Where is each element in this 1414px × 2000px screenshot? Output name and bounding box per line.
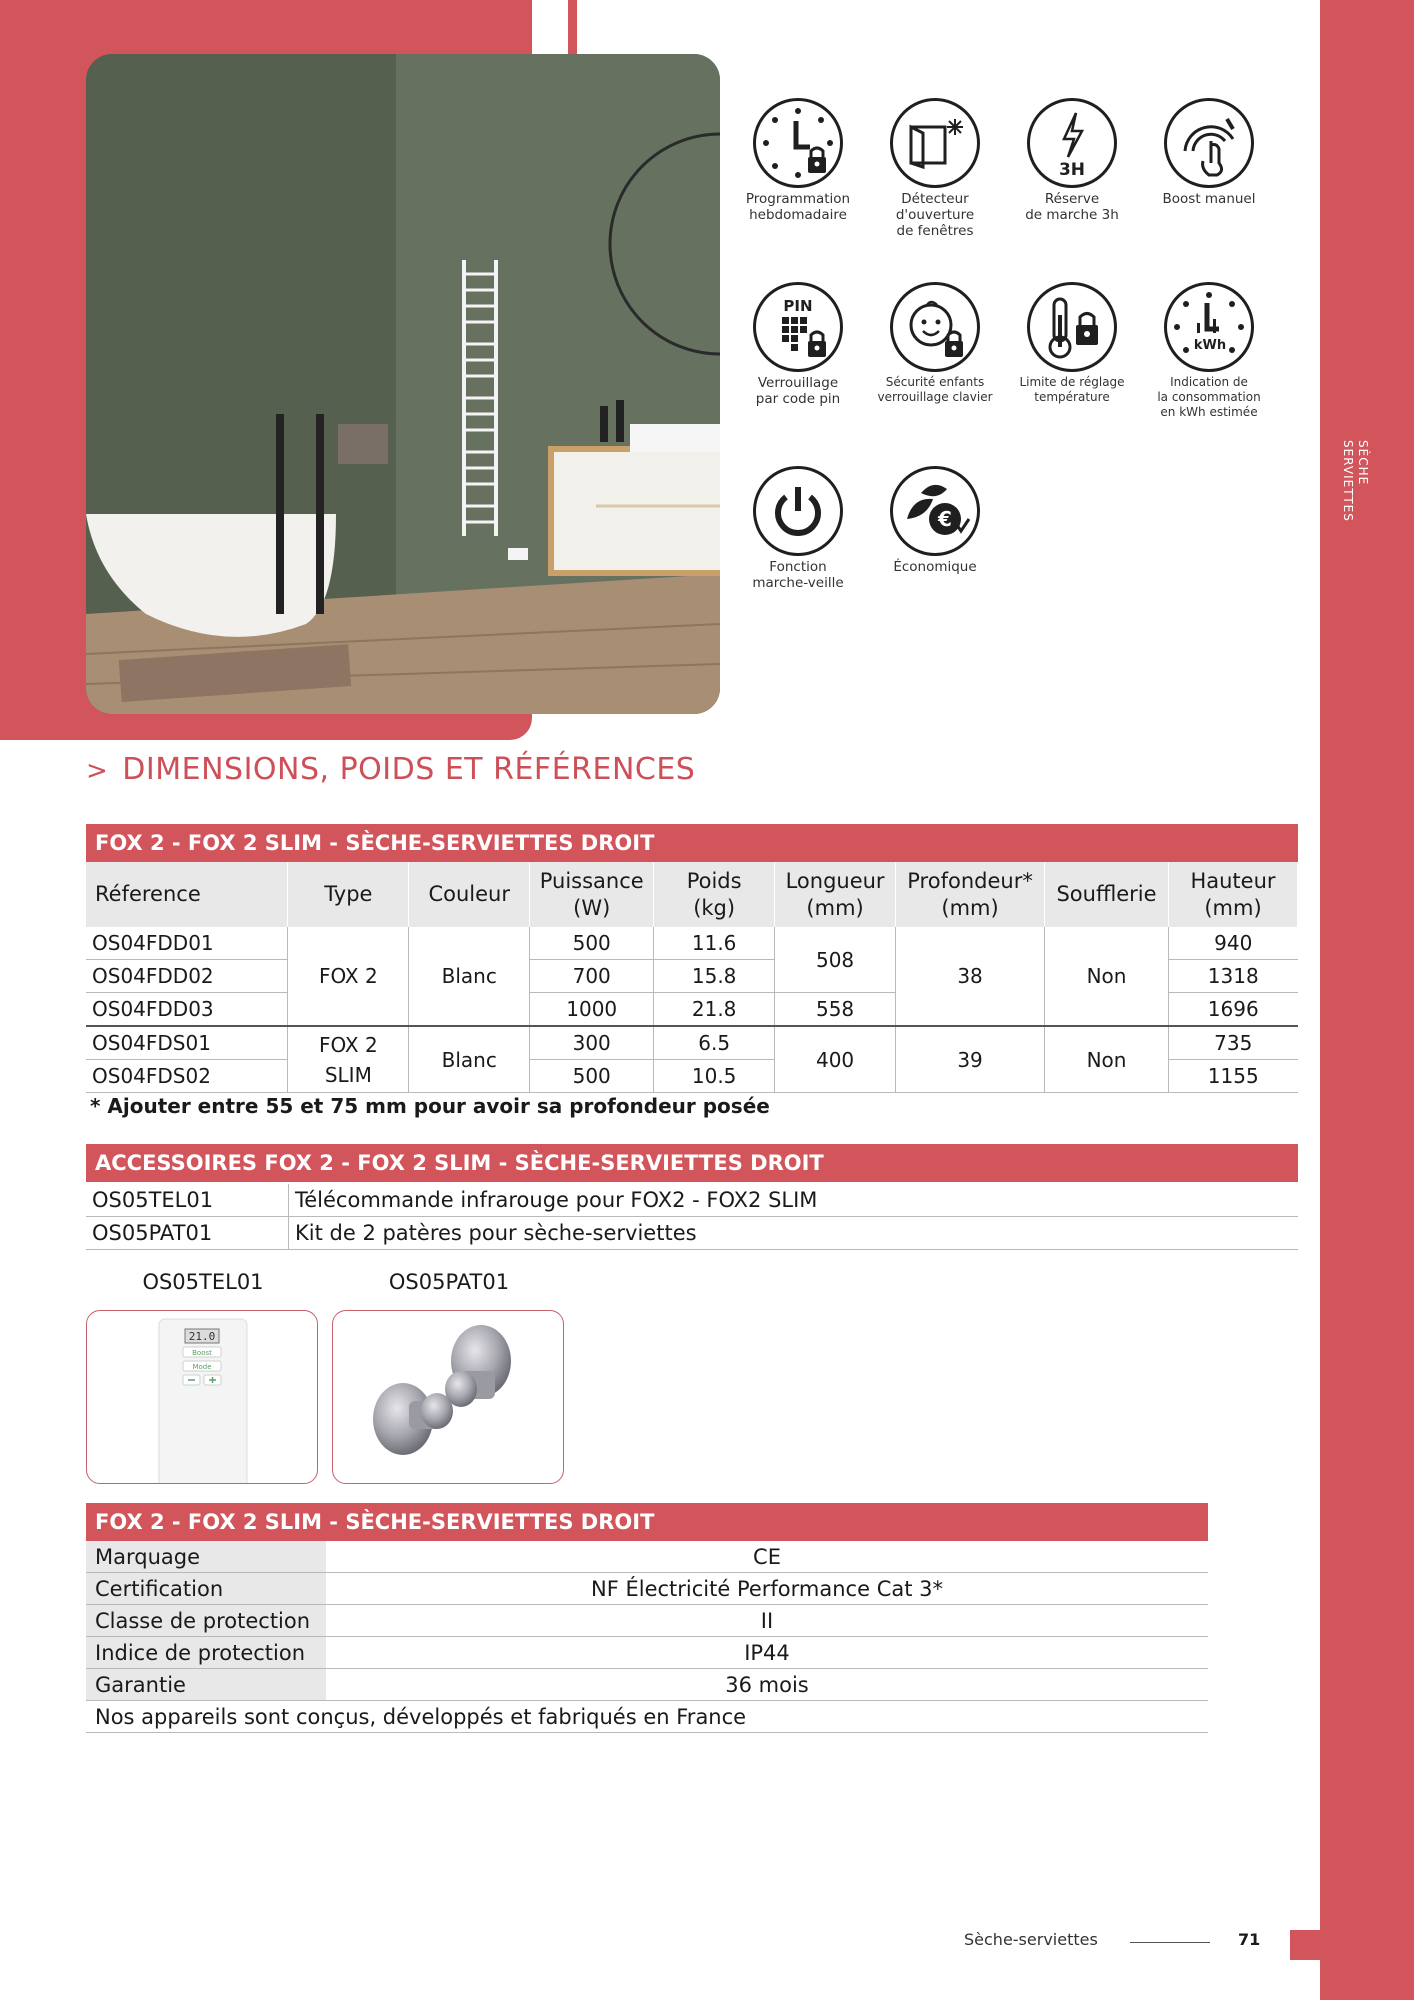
badge-euro: € <box>938 507 952 531</box>
cell-reference: OS04FDD02 <box>86 960 288 993</box>
cell-accessory-code: OS05TEL01 <box>86 1184 289 1217</box>
feature-label: Détecteur d'ouverture de fenêtres <box>895 191 975 239</box>
header-reference: Réference <box>86 862 288 927</box>
accessory-caption: OS05TEL01 <box>142 1270 264 1294</box>
side-tab-label: SÈCHE SERVIETTES <box>1341 440 1370 522</box>
made-in-france-note: Nos appareils sont conçus, développés et fabriqués en France <box>86 1701 1208 1733</box>
clock-kwh-icon <box>1164 282 1254 372</box>
feature-label: Sécurité enfants verrouillage clavier <box>877 375 993 404</box>
chevron-right-icon: > <box>86 756 109 786</box>
cell-power: 500 <box>530 927 654 960</box>
bathroom-photo <box>86 54 720 714</box>
badge-3h: 3H <box>1058 160 1086 180</box>
cell-blower: Non <box>1045 927 1169 1026</box>
cell-height: 1696 <box>1169 993 1298 1027</box>
feature-label: Réserve de marche 3h <box>1025 191 1119 223</box>
section-heading-text: DIMENSIONS, POIDS ET RÉFÉRENCES <box>122 752 696 787</box>
cell-power: 1000 <box>530 993 654 1027</box>
cell-power: 700 <box>530 960 654 993</box>
table-row <box>86 927 1298 960</box>
remote-control-image <box>86 1310 318 1484</box>
table-row <box>86 1637 1208 1669</box>
feature-temperature-limit <box>1007 282 1137 405</box>
touch-hand-icon <box>1164 98 1254 188</box>
footer-tab <box>1290 1930 1330 1960</box>
cell-type-line2: SLIM <box>324 1062 372 1087</box>
cell-depth: 38 <box>896 927 1045 1026</box>
child-face-lock-icon <box>890 282 980 372</box>
feature-label: Boost manuel <box>1162 191 1256 207</box>
cell-reference: OS04FDD03 <box>86 993 288 1027</box>
cell-type <box>288 1026 409 1093</box>
badge-kwh: kWh <box>1193 338 1227 353</box>
thermometer-lock-icon <box>1027 282 1117 372</box>
header-depth: Profondeur* (mm) <box>896 862 1045 927</box>
table-row <box>86 1217 1298 1250</box>
feature-manual-boost <box>1144 98 1274 207</box>
feature-label: Indication de la consommation en kWh estimée <box>1157 375 1261 419</box>
cell-accessory-desc: Kit de 2 patères pour sèche-serviettes <box>289 1217 1299 1250</box>
feature-economic <box>870 466 1000 575</box>
main-table-title: FOX 2 - FOX 2 SLIM - SÈCHE-SERVIETTES DROIT <box>86 824 1298 862</box>
pin-keypad-lock-icon <box>753 282 843 372</box>
table-row <box>86 1573 1208 1605</box>
cell-reference: OS04FDD01 <box>86 927 288 960</box>
spec-key: Marquage <box>86 1541 326 1573</box>
lightning-3h-icon <box>1027 98 1117 188</box>
feature-window-detector <box>870 98 1000 239</box>
cell-type: FOX 2 <box>288 927 409 1026</box>
header-weight: Poids (kg) <box>654 862 775 927</box>
header-color: Couleur <box>409 862 530 927</box>
header-blower: Soufflerie <box>1045 862 1169 927</box>
cell-power: 500 <box>530 1060 654 1093</box>
table-row <box>86 1026 1298 1060</box>
cell-weight: 10.5 <box>654 1060 775 1093</box>
cell-weight: 6.5 <box>654 1026 775 1060</box>
depth-footnote: * Ajouter entre 55 et 75 mm pour avoir sa profondeur posée <box>90 1094 770 1118</box>
spec-key: Certification <box>86 1573 326 1605</box>
cell-length: 508 <box>775 927 896 993</box>
cell-depth: 39 <box>896 1026 1045 1093</box>
remote-boost-label: Boost <box>192 1349 212 1357</box>
side-tab-band <box>1320 0 1414 2000</box>
section-heading <box>86 752 695 787</box>
cell-color: Blanc <box>409 1026 530 1093</box>
page-number: 71 <box>1238 1930 1261 1949</box>
decorative-red-strip <box>568 0 577 60</box>
badge-pin: PIN <box>783 297 813 315</box>
table-header-row <box>86 862 1298 927</box>
accessories-table <box>86 1184 1298 1250</box>
spec-value: 36 mois <box>326 1669 1208 1701</box>
accessories-table-title: ACCESSOIRES FOX 2 - FOX 2 SLIM - SÈCHE-SERVIETTES DROIT <box>86 1144 1298 1182</box>
remote-screen-value: 21.0 <box>188 1330 216 1343</box>
cell-weight: 21.8 <box>654 993 775 1027</box>
feature-3h-reserve <box>1007 98 1137 223</box>
spec-value: IP44 <box>326 1637 1208 1669</box>
feature-label: Fonction marche-veille <box>752 559 844 591</box>
footer-divider <box>1130 1942 1210 1943</box>
spec-value: II <box>326 1605 1208 1637</box>
table-row <box>86 1701 1208 1733</box>
cell-weight: 11.6 <box>654 927 775 960</box>
window-cold-icon <box>890 98 980 188</box>
cell-accessory-desc: Télécommande infrarouge pour FOX2 - FOX2 SLIM <box>289 1184 1299 1217</box>
cell-reference: OS04FDS01 <box>86 1026 288 1060</box>
cell-height: 1155 <box>1169 1060 1298 1093</box>
feature-label: Verrouillage par code pin <box>755 375 841 407</box>
feature-label: Économique <box>893 559 977 575</box>
cell-length: 558 <box>775 993 896 1027</box>
cell-length: 400 <box>775 1026 896 1093</box>
cell-blower: Non <box>1045 1026 1169 1093</box>
specs-table-title: FOX 2 - FOX 2 SLIM - SÈCHE-SERVIETTES DROIT <box>86 1503 1208 1541</box>
cell-color: Blanc <box>409 927 530 1026</box>
power-icon <box>753 466 843 556</box>
feature-label: Limite de réglage température <box>1019 375 1125 404</box>
table-row <box>86 1184 1298 1217</box>
spec-key: Garantie <box>86 1669 326 1701</box>
header-length: Longueur (mm) <box>775 862 896 927</box>
spec-value: NF Électricité Performance Cat 3* <box>326 1573 1208 1605</box>
feature-weekly-programming <box>733 98 863 223</box>
spec-value: CE <box>326 1541 1208 1573</box>
table-row <box>86 1541 1208 1573</box>
clock-lock-icon <box>753 98 843 188</box>
feature-on-standby <box>733 466 863 591</box>
dimensions-table <box>86 862 1298 1093</box>
table-row <box>86 1605 1208 1637</box>
feature-kwh-indication <box>1144 282 1274 420</box>
feature-pin-lock <box>733 282 863 407</box>
cell-height: 1318 <box>1169 960 1298 993</box>
cell-type-line1: FOX 2 <box>318 1032 378 1057</box>
hooks-kit-image <box>332 1310 564 1484</box>
cell-height: 940 <box>1169 927 1298 960</box>
spec-key: Indice de protection <box>86 1637 326 1669</box>
feature-child-lock <box>870 282 1000 405</box>
spec-key: Classe de protection <box>86 1605 326 1637</box>
leaf-euro-icon <box>890 466 980 556</box>
remote-mode-label: Mode <box>192 1363 212 1371</box>
table-row <box>86 1669 1208 1701</box>
cell-reference: OS04FDS02 <box>86 1060 288 1093</box>
header-height: Hauteur (mm) <box>1169 862 1298 927</box>
feature-label: Programmation hebdomadaire <box>745 191 851 223</box>
header-power: Puissance (W) <box>530 862 654 927</box>
footer-section-name: Sèche-serviettes <box>964 1930 1098 1949</box>
accessory-caption: OS05PAT01 <box>388 1270 510 1294</box>
cell-height: 735 <box>1169 1026 1298 1060</box>
cell-weight: 15.8 <box>654 960 775 993</box>
cell-accessory-code: OS05PAT01 <box>86 1217 289 1250</box>
specs-table <box>86 1541 1208 1733</box>
cell-power: 300 <box>530 1026 654 1060</box>
header-type: Type <box>288 862 409 927</box>
